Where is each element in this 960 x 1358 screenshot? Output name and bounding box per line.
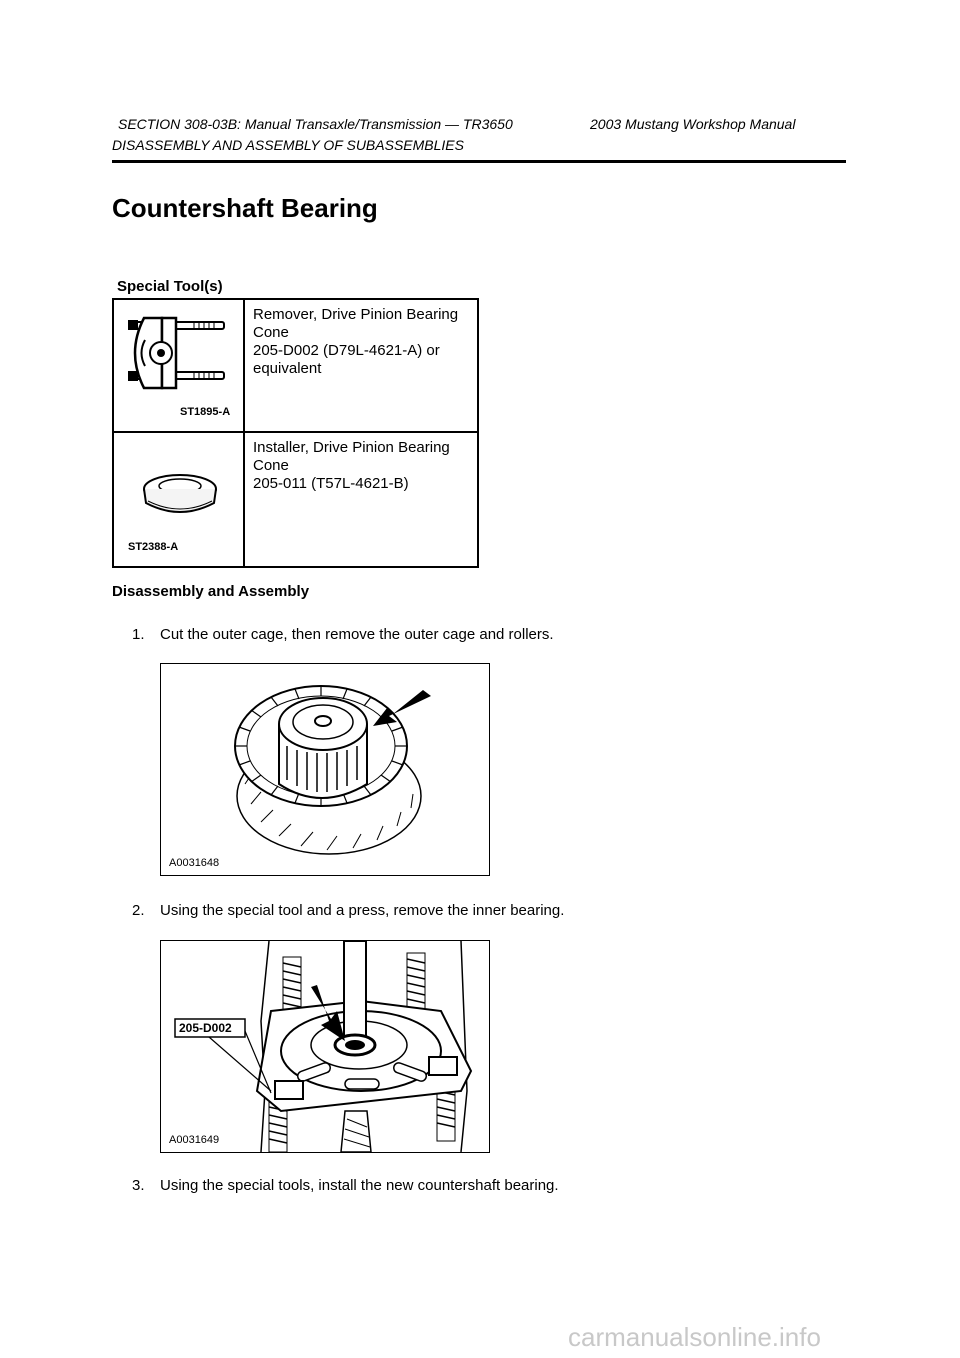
tool-image-cell <box>113 432 244 567</box>
tool-callout-label: 205-D002 <box>179 1021 232 1035</box>
figure-id: A0031649 <box>169 1134 220 1146</box>
figure-id: A0031648 <box>169 857 220 869</box>
tool-part-number: 205-D002 (D79L-4621-A) or <box>253 342 440 359</box>
tool-row <box>113 432 478 567</box>
step-number: 3. <box>132 1177 145 1194</box>
tool-image-cell <box>113 299 244 432</box>
procedure-heading: Disassembly and Assembly <box>112 583 310 600</box>
tool-row <box>113 299 478 432</box>
tool-part-number: 205-011 (T57L-4621-B) <box>253 475 409 492</box>
step-number: 2. <box>132 902 145 919</box>
tool-code: ST1895-A <box>180 406 231 418</box>
tool-name-line: equivalent <box>253 360 322 377</box>
tool-name-line: Cone <box>253 324 289 341</box>
special-tools-heading: Special Tool(s) <box>117 278 223 295</box>
header-subsection: DISASSEMBLY AND ASSEMBLY OF SUBASSEMBLIES <box>112 137 464 153</box>
countershaft-gear-illustration <box>161 664 489 875</box>
step-text: Cut the outer cage, then remove the outer cage and rollers. <box>160 626 554 643</box>
tool-name-line: Cone <box>253 457 289 474</box>
tool-code: ST2388-A <box>128 541 179 553</box>
header-section: SECTION 308-03B: Manual Transaxle/Transmission — TR3650 <box>118 116 513 132</box>
step-text: Using the special tools, install the new countershaft bearing. <box>160 1177 559 1194</box>
tool-description <box>244 432 478 567</box>
tool-description <box>244 299 478 432</box>
watermark: carmanualsonline.info <box>568 1322 821 1352</box>
bearing-press-illustration <box>161 941 489 1152</box>
header-divider <box>112 160 846 163</box>
procedure-step <box>132 1177 559 1194</box>
tool-name-line: Remover, Drive Pinion Bearing <box>253 306 459 323</box>
step-number: 1. <box>132 626 145 643</box>
header-manual-title: 2003 Mustang Workshop Manual <box>590 116 796 132</box>
figure-outer-cage-removal <box>160 663 490 876</box>
procedure-step <box>132 626 554 643</box>
page-title: Countershaft Bearing <box>112 193 378 223</box>
special-tools-table <box>112 298 479 568</box>
step-text: Using the special tool and a press, remove the inner bearing. <box>160 902 565 919</box>
figure-inner-bearing-removal <box>160 940 490 1153</box>
procedure-step <box>132 902 564 919</box>
tool-name-line: Installer, Drive Pinion Bearing <box>253 439 450 456</box>
